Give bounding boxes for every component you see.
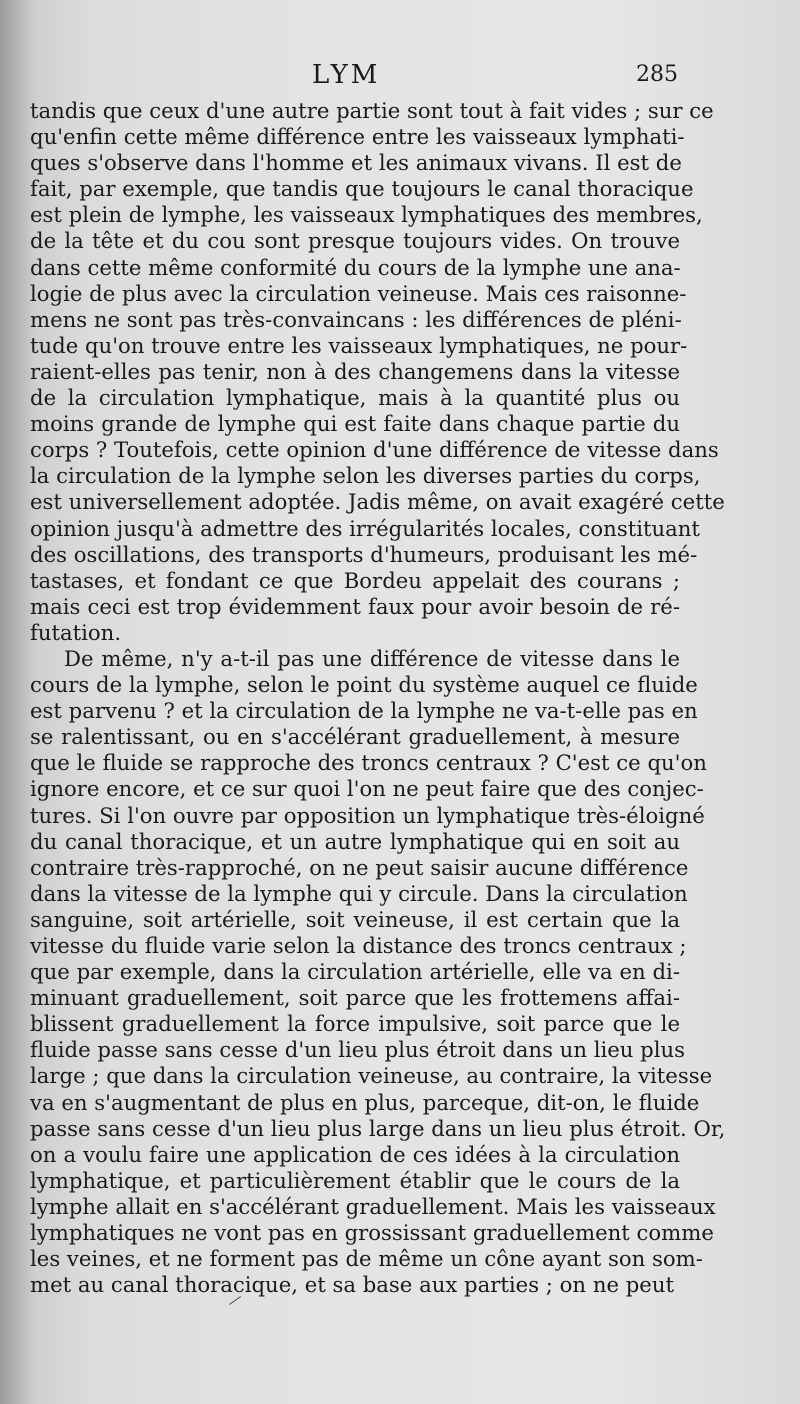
text-line: tude qu'on trouve entre les vaisseaux lymphatiques, ne pour- — [30, 332, 688, 358]
text-line: met au canal thoracique, et sa base aux parties ; on ne peut — [30, 1272, 674, 1298]
text-line: raient-elles pas tenir, non à des changemens dans la vitesse — [30, 358, 680, 384]
text-line: mens ne sont pas très-convaincans : les différences de pléni- — [30, 306, 682, 332]
text-line: cours de la lymphe, selon le point du système auquel ce fluide — [30, 672, 698, 698]
text-line: de la tête et du cou sont presque toujours vides. On trouve — [30, 228, 680, 254]
text-line: opinion jusqu'à admettre des irrégularités locales, constituant — [30, 515, 700, 541]
text-line: se ralentissant, ou en s'accélérant graduellement, à mesure — [30, 724, 680, 750]
text-line: logie de plus avec la circulation veineuse. Mais ces raisonne- — [30, 280, 687, 306]
text-line: ignore encore, et ce sur quoi l'on ne peut faire que des conjec- — [30, 776, 704, 802]
text-line: de la circulation lymphatique, mais à la quantité plus ou — [30, 385, 680, 411]
text-line: va en s'augmentant de plus en plus, parceque, dit-on, le fluide — [30, 1089, 700, 1115]
text-line: dans cette même conformité du cours de la lymphe une ana- — [30, 254, 681, 280]
text-line: des oscillations, des transports d'humeurs, produisant les mé- — [30, 541, 698, 567]
text-line: tures. Si l'on ouvre par opposition un lymphatique très-éloigné — [30, 802, 705, 828]
paragraph — [30, 98, 725, 646]
paragraph — [30, 645, 726, 1298]
text-line: dans la vitesse de la lymphe qui y circule. Dans la circulation — [30, 880, 688, 906]
text-line: fait, par exemple, que tandis que toujours le canal thoracique — [30, 176, 694, 202]
text-line: que le fluide se rapproche des troncs centraux ? C'est ce qu'on — [30, 750, 707, 776]
text-line: qu'enfin cette même différence entre les vaisseaux lymphati- — [30, 124, 685, 150]
text-line: du canal thoracique, et un autre lymphatique qui en soit au — [30, 828, 680, 854]
text-line: fluide passe sans cesse d'un lieu plus étroit dans un lieu plus — [30, 1037, 686, 1063]
text-line: minuant graduellement, soit parce que les frottemens affai- — [30, 985, 680, 1011]
text-line: futation. — [30, 619, 122, 645]
page-body — [30, 98, 726, 1298]
text-line: tastases, et fondant ce que Bordeu appelait des courans ; — [30, 567, 680, 593]
page-number: 285 — [636, 62, 678, 87]
text-line: contraire très-rapproché, on ne peut saisir aucune différence — [30, 854, 689, 880]
text-line: De même, n'y a-t-il pas une différence de vitesse dans le — [64, 645, 680, 671]
text-line: passe sans cesse d'un lieu plus large dans un lieu plus étroit. Or, — [30, 1115, 726, 1141]
page-header — [0, 60, 800, 94]
text-line: mais ceci est trop évidemment faux pour avoir besoin de ré- — [30, 593, 680, 619]
text-line: tandis que ceux d'une autre partie sont tout à fait vides ; sur ce — [30, 98, 714, 123]
text-line: la circulation de la lymphe selon les diverses parties du corps, — [30, 463, 701, 489]
text-line: ques s'observe dans l'homme et les animaux vivans. Il est de — [30, 150, 682, 176]
running-head: LYM — [312, 60, 381, 90]
text-line: est parvenu ? et la circulation de la lymphe ne va-t-elle pas en — [30, 698, 698, 724]
text-line: vitesse du fluide varie selon la distance des troncs centraux ; — [30, 933, 687, 958]
text-line: moins grande de lymphe qui est faite dans chaque partie du — [30, 411, 680, 437]
text-line: lymphatique, et particulièrement établir que le cours de la — [30, 1167, 680, 1193]
text-line: corps ? Toutefois, cette opinion d'une différence de vitesse dans — [30, 437, 719, 463]
text-line: est plein de lymphe, les vaisseaux lymphatiques des membres, — [30, 202, 703, 228]
text-line: blissent graduellement la force impulsive, soit parce que le — [30, 1011, 680, 1037]
text-line: est universellement adoptée. Jadis même, on avait exagéré cette — [30, 489, 725, 515]
text-line: large ; que dans la circulation veineuse, au contraire, la vitesse — [30, 1063, 713, 1089]
text-line: sanguine, soit artérielle, soit veineuse, il est certain que la — [30, 906, 680, 932]
text-line: lymphatiques ne vont pas en grossissant graduellement comme — [30, 1220, 714, 1246]
text-line: on a voulu faire une application de ces idées à la circulation — [30, 1141, 680, 1167]
text-line: que par exemple, dans la circulation artérielle, elle va en di- — [30, 959, 680, 985]
text-line: lymphe allait en s'accélérant graduellement. Mais les vaisseaux — [30, 1193, 716, 1219]
text-line: les veines, et ne forment pas de même un cône ayant son som- — [30, 1246, 703, 1272]
